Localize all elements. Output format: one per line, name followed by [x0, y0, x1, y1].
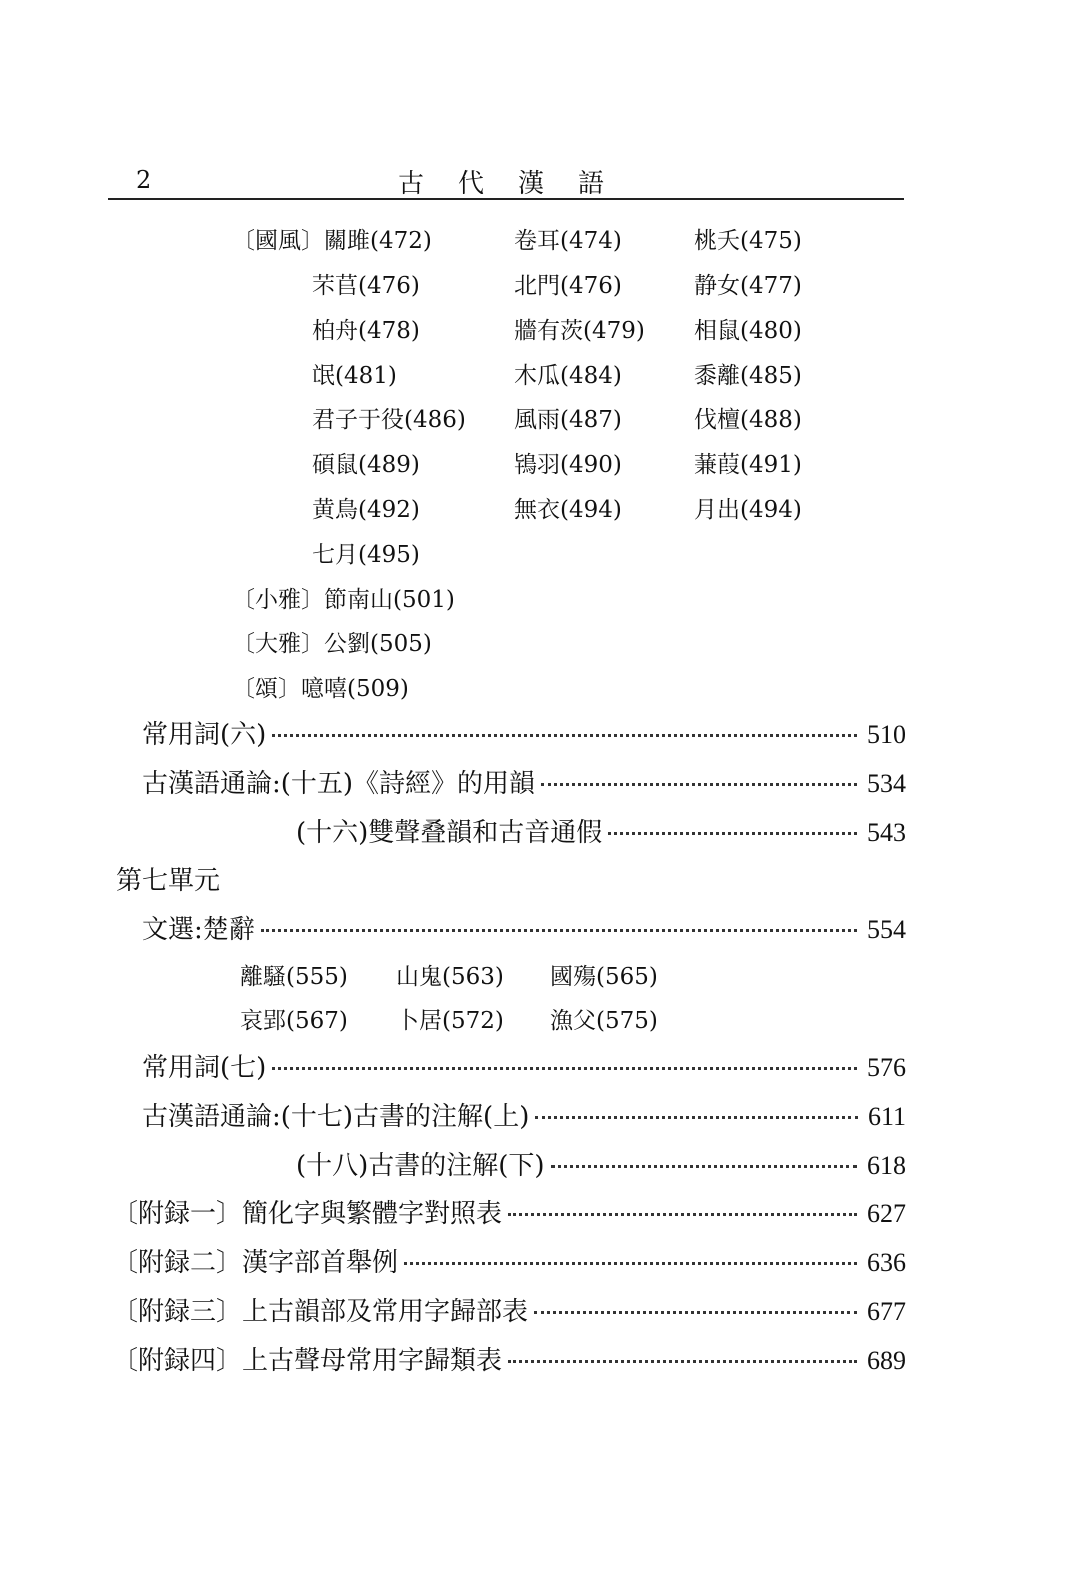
toc-entry[interactable] — [142, 909, 906, 946]
poem-item[interactable]: 氓(481) — [312, 363, 397, 389]
dot-leader — [535, 1116, 858, 1119]
dot-leader — [261, 929, 857, 932]
dot-leader — [534, 1311, 857, 1314]
dot-leader — [608, 832, 857, 835]
toc-entry-page: 689 — [867, 1346, 906, 1375]
dot-leader — [272, 1067, 857, 1070]
poem-item[interactable]: 山鬼(563) — [396, 964, 504, 990]
toc-entry-page: 677 — [867, 1297, 906, 1326]
toc-entry-label: 常用詞(七) — [142, 1053, 267, 1083]
dot-leader — [551, 1165, 857, 1168]
toc-entry-label: 常用詞(六) — [142, 720, 267, 750]
poem-item[interactable]: 黄鳥(492) — [312, 497, 420, 523]
toc-entry-page: 576 — [867, 1053, 906, 1082]
toc-entry-label: (十八)古書的注解(下) — [296, 1151, 545, 1181]
appendix-entry[interactable] — [112, 1193, 906, 1230]
poem-item[interactable]: 鴇羽(490) — [514, 452, 622, 478]
poem-item[interactable]: 君子于役(486) — [312, 407, 466, 433]
appendix-entry[interactable] — [112, 1340, 906, 1377]
toc-entry-page: 543 — [867, 818, 906, 847]
toc-entry[interactable] — [142, 714, 906, 751]
toc-entry-page: 618 — [867, 1151, 906, 1180]
poem-item[interactable]: 國殤(565) — [550, 964, 658, 990]
toc-entry-label: 古漢語通論:(十五)《詩經》的用韻 — [142, 769, 536, 799]
poem-item-song[interactable]: 〔頌〕噫嘻(509) — [232, 676, 409, 702]
page-number: 2 — [136, 166, 152, 194]
poem-item-xiaoya[interactable]: 〔小雅〕節南山(501) — [232, 587, 455, 613]
toc-entry-label: (十六)雙聲叠韻和古音通假 — [296, 818, 603, 848]
poem-item[interactable]: 牆有茨(479) — [514, 318, 645, 344]
book-title: 古代漢語 — [398, 169, 639, 199]
toc-entry[interactable] — [142, 1096, 906, 1133]
toc-entry[interactable] — [142, 1047, 906, 1084]
appendix-entry[interactable] — [112, 1291, 906, 1328]
toc-entry-label: 〔附録三〕上古韻部及常用字歸部表 — [112, 1297, 529, 1327]
toc-entry-label: 〔附録二〕漢字部首舉例 — [112, 1248, 399, 1278]
toc-entry-label: 文選:楚辭 — [142, 915, 255, 945]
toc-entry[interactable] — [296, 812, 906, 849]
dot-leader — [508, 1360, 857, 1363]
poem-item[interactable]: 漁父(575) — [550, 1008, 658, 1034]
poem-item[interactable]: 〔國風〕關雎(472) — [232, 228, 432, 254]
poem-item[interactable]: 黍離(485) — [694, 363, 802, 389]
dot-leader — [404, 1262, 857, 1265]
poem-item[interactable]: 桃夭(475) — [694, 228, 802, 254]
poem-item[interactable]: 月出(494) — [694, 497, 802, 523]
appendix-entry[interactable] — [112, 1242, 906, 1279]
poem-item[interactable]: 伐檀(488) — [694, 407, 802, 433]
poem-item-daya[interactable]: 〔大雅〕公劉(505) — [232, 631, 432, 657]
toc-entry[interactable] — [142, 763, 906, 800]
poem-item[interactable]: 木瓜(484) — [514, 363, 622, 389]
toc-entry-page: 611 — [867, 1102, 906, 1131]
toc-entry-label: 古漢語通論:(十七)古書的注解(上) — [142, 1102, 530, 1132]
poem-item[interactable]: 離騷(555) — [240, 964, 348, 990]
poem-item[interactable]: 芣苢(476) — [312, 273, 420, 299]
poem-item[interactable]: 柏舟(478) — [312, 318, 420, 344]
poem-item[interactable]: 北門(476) — [514, 273, 622, 299]
poem-item[interactable]: 静女(477) — [694, 273, 802, 299]
toc-entry-page: 510 — [867, 720, 906, 749]
dot-leader — [541, 783, 857, 786]
toc-entry-page: 636 — [867, 1248, 906, 1277]
poem-item[interactable]: 哀郢(567) — [240, 1008, 348, 1034]
poem-item[interactable]: 碩鼠(489) — [312, 452, 420, 478]
toc-entry[interactable] — [296, 1145, 906, 1182]
poem-item[interactable]: 無衣(494) — [514, 497, 622, 523]
toc-entry-page: 627 — [867, 1199, 906, 1228]
toc-entry-label: 〔附録一〕簡化字與繁體字對照表 — [112, 1199, 503, 1229]
dot-leader — [272, 734, 857, 737]
header-rule — [108, 198, 904, 200]
poem-item[interactable]: 七月(495) — [312, 542, 420, 568]
poem-item[interactable]: 蒹葭(491) — [694, 452, 802, 478]
poem-item[interactable]: 風雨(487) — [514, 407, 622, 433]
poem-item[interactable]: 相鼠(480) — [694, 318, 802, 344]
toc-entry-label: 〔附録四〕上古聲母常用字歸類表 — [112, 1346, 503, 1376]
poem-item[interactable]: 卜居(572) — [396, 1008, 504, 1034]
unit-heading: 第七單元 — [116, 866, 221, 896]
toc-entry-page: 534 — [867, 769, 906, 798]
dot-leader — [508, 1213, 857, 1216]
toc-entry-page: 554 — [867, 915, 906, 944]
poem-item[interactable]: 卷耳(474) — [514, 228, 622, 254]
